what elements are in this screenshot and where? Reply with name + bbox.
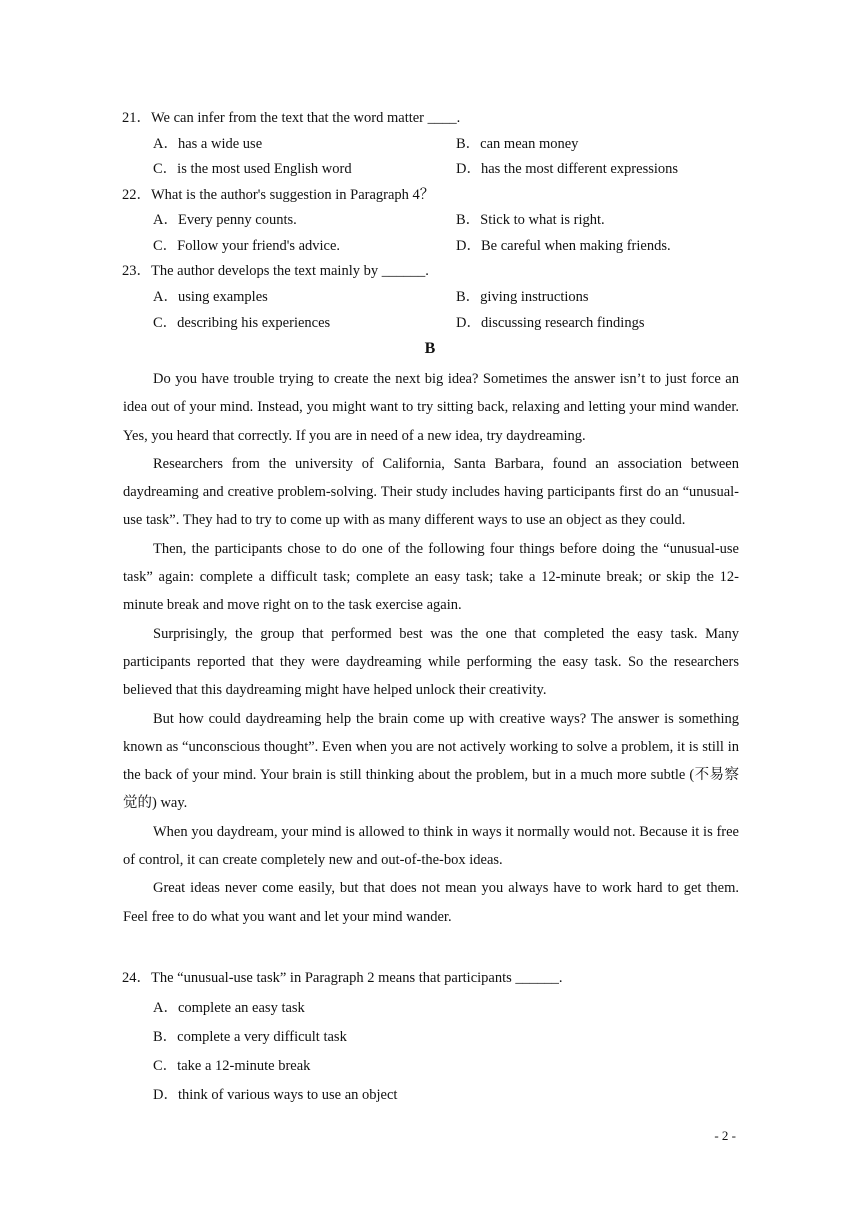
question-23-option-b: B．giving instructions [456, 289, 589, 305]
passage-paragraph-1: Do you have trouble trying to create the next big idea? Sometimes the answer isn’t to just force an idea out of your mind. Instead, you might want to try sitting back, relaxing and letting your mind wander. Yes, you heard that correctly. If you are in need of a new idea, try daydreaming. [123, 371, 739, 444]
question-24-option-c: C．take a 12-minute break [153, 1058, 311, 1074]
passage-paragraph-5: But how could daydreaming help the brain come up with creative ways? The answer is something known as “unconscious thought”. Even when you are not actively working to solve a problem, it is still in the back of your mind. Your brain is still thinking about the problem, but in a much more subtle (不易察觉的) way. [123, 710, 739, 812]
passage-paragraph-6: When you daydream, your mind is allowed to think in ways it normally would not. Because it is free of control, it can create completely new and out-of-the-box ideas. [123, 823, 739, 869]
passage-paragraph-7: Great ideas never come easily, but that does not mean you always have to work hard to get them. Feel free to do what you want and let your mind wander. [123, 880, 739, 925]
question-21-option-d: D．has the most different expressions [456, 161, 679, 177]
question-23-option-d: D．discussing research findings [456, 315, 645, 331]
question-21-stem: 21．We can infer from the text that the word matter ____. [122, 110, 461, 126]
question-22-option-c: C．Follow your friend's advice. [153, 238, 341, 254]
question-23-option-c: C．describing his experiences [153, 315, 331, 331]
question-21-option-a: A．has a wide use [153, 136, 263, 152]
question-21-option-c: C．is the most used English word [153, 161, 352, 177]
question-21-option-b: B．can mean money [456, 136, 579, 152]
page-number: - 2 - [714, 1128, 736, 1143]
question-22-option-d: D．Be careful when making friends. [456, 238, 671, 254]
question-24-option-a: A．complete an easy task [153, 1000, 305, 1016]
section-title: B [424, 340, 436, 357]
passage-paragraph-3: Then, the participants chose to do one of the following four things before doing the “unusual-use task” again: complete a difficult task; complete an easy task; take a 12-minute break; or skip the 12-minute break and move right on to the task exercise again. [123, 540, 739, 614]
passage-paragraph-4: Surprisingly, the group that performed best was the one that completed the easy task. Many participants reported that they were daydreaming while performing the easy task. So the researchers believed that this daydreaming might have helped unlock their creativity. [123, 625, 739, 699]
question-24-option-b: B．complete a very difficult task [153, 1029, 347, 1045]
question-23-stem: 23．The author develops the text mainly by ______. [122, 263, 429, 279]
question-24-stem: 24．The “unusual-use task” in Paragraph 2 means that participants ______. [122, 970, 563, 986]
passage-paragraph-2: Researchers from the university of California, Santa Barbara, found an association between daydreaming and creative problem-solving. Their study includes having participants first do an “unusual-use task”. They had to try to come up with as many different ways to use an object as they could. [123, 455, 739, 529]
question-24-option-d: D．think of various ways to use an object [153, 1087, 398, 1103]
question-23-option-a: A．using examples [153, 289, 268, 305]
question-22-option-b: B．Stick to what is right. [456, 212, 605, 228]
question-22-option-a: A．Every penny counts. [153, 212, 297, 228]
question-22-stem: 22．What is the author's suggestion in Paragraph 4？ [122, 187, 435, 203]
reading-passage [123, 365, 739, 931]
